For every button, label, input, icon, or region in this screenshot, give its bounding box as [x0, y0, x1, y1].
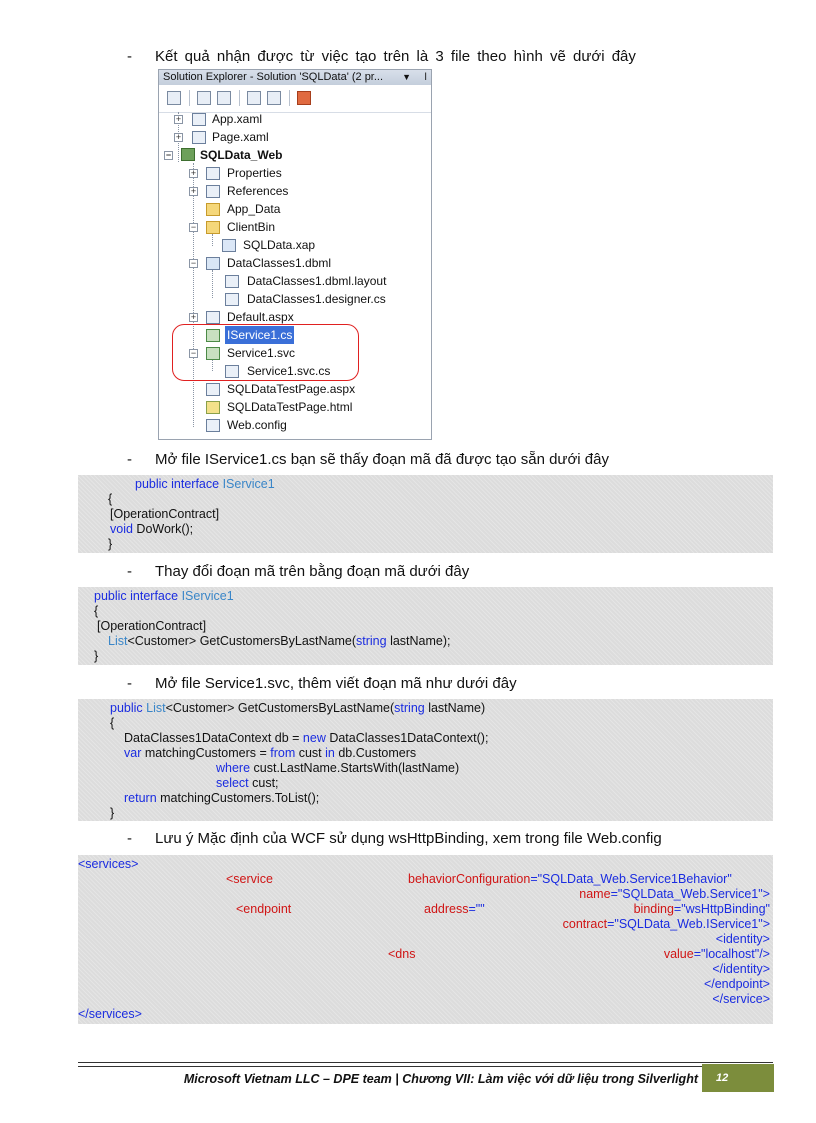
view-designer-icon[interactable] [267, 91, 281, 105]
config-block [78, 855, 773, 1024]
bullet-5: - Lưu ý Mặc định của WCF sử dụng wsHttpBinding, xem trong file Web.config [127, 830, 662, 847]
footer-text: Microsoft Vietnam LLC – DPE team | Chương VII: Làm việc với dữ liệu trong Silverlight [183, 1072, 698, 1086]
web-project-icon [181, 148, 195, 161]
folder-icon [206, 203, 220, 216]
code-line: void DoWork(); [110, 522, 194, 536]
bullet-1: - Kết quả nhận được từ việc tạo trên là 3 file theo hình vẽ dưới đây [127, 48, 636, 65]
toolbar-separator [189, 90, 190, 106]
code-line: </endpoint> [703, 977, 770, 991]
layout-file-icon [225, 275, 239, 288]
code-line: } [94, 649, 99, 663]
xaml-file-icon [192, 113, 206, 126]
show-all-files-icon[interactable] [167, 91, 181, 105]
highlight-oval [172, 324, 359, 381]
code-line: <endpoint [236, 902, 292, 916]
code-line: } [108, 537, 113, 551]
bullet-2-text: Mở file IService1.cs bạn sẽ thấy đoạn mã đã được tạo sẵn dưới đây [155, 451, 609, 468]
code-line: </service> [712, 992, 770, 1006]
code-line: { [94, 604, 99, 618]
bullet-4: - Mở file Service1.svc, thêm viết đoạn mã như dưới đây [127, 675, 517, 692]
expand-icon[interactable]: + [190, 312, 197, 322]
html-file-icon [206, 401, 220, 414]
solution-explorer-toolbar [159, 85, 431, 113]
xap-file-icon [222, 239, 236, 252]
code-line: public List<Customer> GetCustomersByLastName(string lastName) [110, 701, 486, 715]
folder-open-icon [206, 221, 220, 234]
code-line: binding="wsHttpBinding" [633, 902, 770, 916]
tree-line [212, 234, 213, 246]
bullet-4-text: Mở file Service1.svc, thêm viết đoạn mã như dưới đây [155, 675, 517, 692]
code-line: } [110, 806, 115, 820]
code-line: [OperationContract] [97, 619, 207, 633]
expand-icon[interactable]: + [175, 114, 182, 124]
bullet-3-text: Thay đổi đoạn mã trên bằng đoạn mã dưới đây [155, 563, 470, 580]
code-line: return matchingCustomers.ToList(); [124, 791, 320, 805]
code-line: [OperationContract] [110, 507, 220, 521]
collapse-icon[interactable]: − [165, 150, 172, 160]
page-number: 12 [702, 1064, 774, 1092]
class-diagram-icon[interactable] [297, 91, 311, 105]
footer-rule [78, 1062, 773, 1063]
code-line: </identity> [712, 962, 770, 976]
toolbar-separator [289, 90, 290, 106]
toolbar-separator [239, 90, 240, 106]
expand-icon[interactable]: + [190, 186, 197, 196]
collapse-icon[interactable]: − [190, 348, 197, 358]
bullet-3: - Thay đổi đoạn mã trên bằng đoạn mã dưới đây [127, 563, 470, 580]
xaml-file-icon [192, 131, 206, 144]
code-line: behaviorConfiguration="SQLData_Web.Service1Behavior" [408, 872, 732, 886]
code-line: where cust.LastName.StartsWith(lastName) [216, 761, 460, 775]
cs-file-icon [225, 293, 239, 306]
aspx-file-icon [206, 383, 220, 396]
code-line: </services> [78, 1007, 142, 1021]
footer-rule [78, 1066, 773, 1067]
code-line: <service [226, 872, 273, 886]
code-line: contract="SQLData_Web.IService1"> [562, 917, 770, 931]
code-line: { [108, 492, 113, 506]
code-line: select cust; [216, 776, 279, 790]
code-line: <identity> [715, 932, 770, 946]
code-line: public interface IService1 [94, 589, 234, 603]
refresh-icon[interactable] [217, 91, 231, 105]
pin-icon[interactable]: ǀ [424, 72, 427, 83]
properties-icon[interactable] [197, 91, 211, 105]
code-line: { [110, 716, 115, 730]
code-block-1 [78, 475, 773, 553]
code-line: public interface IService1 [135, 477, 275, 491]
tree-line [193, 163, 194, 427]
expand-icon[interactable]: + [175, 132, 182, 142]
code-line: name="SQLData_Web.Service1"> [579, 887, 770, 901]
tree-line [212, 270, 213, 298]
aspx-file-icon [206, 311, 220, 324]
bullet-1-text: Kết quả nhận được từ việc tạo trên là 3 file theo hình vẽ dưới đây [155, 48, 636, 65]
code-block-2 [78, 587, 773, 665]
properties-folder-icon [206, 167, 220, 180]
code-line: value="localhost"/> [663, 947, 770, 961]
code-line: var matchingCustomers = from cust in db.Customers [124, 746, 417, 760]
dropdown-icon[interactable]: ▼ [402, 72, 411, 82]
code-line: <services> [78, 857, 139, 871]
view-code-icon[interactable] [247, 91, 261, 105]
code-line: DataClasses1DataContext db = new DataClasses1DataContext(); [124, 731, 489, 745]
bullet-2: - Mở file IService1.cs bạn sẽ thấy đoạn mã đã được tạo sẵn dưới đây [127, 451, 609, 468]
bullet-5-text: Lưu ý Mặc định của WCF sử dụng wsHttpBinding, xem trong file Web.config [155, 830, 662, 847]
code-line: <dns [388, 947, 416, 961]
collapse-icon[interactable]: − [190, 258, 197, 268]
dbml-file-icon [206, 257, 220, 270]
solution-explorer-title: Solution Explorer - Solution 'SQLData' (2 pr... ▼ ǀ [159, 70, 431, 85]
collapse-icon[interactable]: − [190, 222, 197, 232]
code-line: List<Customer> GetCustomersByLastName(string lastName); [108, 634, 451, 648]
references-folder-icon [206, 185, 220, 198]
code-line: address="" [424, 902, 485, 916]
code-block-3 [78, 699, 773, 821]
expand-icon[interactable]: + [190, 168, 197, 178]
config-file-icon [206, 419, 220, 432]
